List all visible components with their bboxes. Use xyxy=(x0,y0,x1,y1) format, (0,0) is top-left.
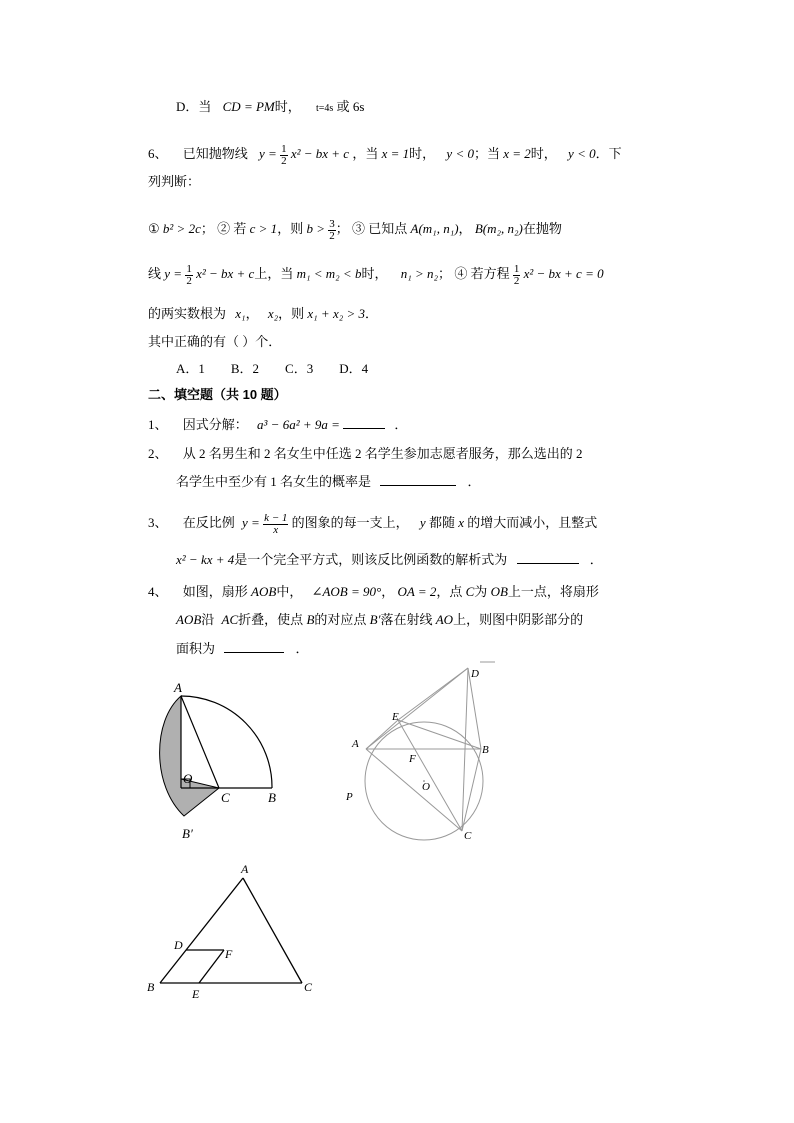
fill-q3-line1: 3、 在反比例 y = $\frac{k - 1}{x}$ 的图象的每一支上， y 都随 x 的增大而减小，且整式 xyxy=(148,511,598,536)
label-d: D xyxy=(471,668,479,680)
q5-option-d: D．当 CD = PM时， t=4s 或 6s xyxy=(176,99,365,114)
label-d: D xyxy=(174,938,183,952)
label-b: B xyxy=(268,790,276,805)
side-ab xyxy=(160,878,243,983)
fill-q3-line2: x² − kx + 4是一个完全平方式，则该反比例函数的解析式为 ． xyxy=(176,552,603,567)
label-b-prime: B′ xyxy=(182,826,193,841)
shaded-region xyxy=(160,696,219,816)
answer-blank xyxy=(380,475,456,486)
fill-q4-line2: AOB沿 AC折叠，使点 B的对应点 B′落在射线 AO上，则图中阴影部分的 xyxy=(176,612,584,627)
segment-fe xyxy=(199,950,224,983)
label-f: F xyxy=(409,753,416,765)
label-a: A xyxy=(352,738,359,750)
answer-blank xyxy=(517,553,579,564)
label-c: C xyxy=(221,790,230,805)
label-c: C xyxy=(304,980,313,994)
fill-q4-line3: 面积为 ． xyxy=(176,641,309,656)
label-e: E xyxy=(192,987,200,1001)
fill-q4-line1: 4、 如图，扇形 AOB中， ∠AOB = 90°， OA = 2，点 C为 OB上一点，将扇形 xyxy=(148,584,599,599)
fill-q2-line1: 2、 从 2 名男生和 2 名女生中任选 2 名学生参加志愿者服务，那么选出的 2 xyxy=(148,446,583,461)
label-o: O xyxy=(422,781,430,793)
q6-line5: 的两实数根为 x₁， x₂，则 x₁ + x₂ > 3． xyxy=(148,306,379,321)
label-p: P xyxy=(346,791,353,803)
side-ac xyxy=(243,878,302,983)
label-e: E xyxy=(392,711,399,723)
figure-sector xyxy=(150,676,300,846)
fill-q1: 1、 因式分解： a³ − 6a² + 9a = ． xyxy=(148,417,408,432)
label-f: F xyxy=(225,947,233,961)
q6-options: A．1 B．2 C．3 D．4 xyxy=(176,361,369,376)
label-a: A xyxy=(241,862,249,876)
q6-question: 其中正确的有（ ）个． xyxy=(148,334,282,349)
q6-line1: 6、 已知抛物线 y = $\frac{1}{2}$ x² − bx + c ，当 x = 1时， y < 0；当 x = 2时， y < 0．下 xyxy=(148,142,622,167)
figure-triangle xyxy=(140,860,330,1005)
label-a: A xyxy=(174,680,182,695)
sector-arc xyxy=(181,696,272,788)
q6-line3: ① b² > 2c； ② 若 c > 1，则 b > $\frac{3}{2}$ ； ③ 已知点 A(m₁, n₁)， B(m₂, n₂)在抛物 xyxy=(148,217,562,242)
label-o: O xyxy=(183,771,193,786)
fill-q2-line2: 名学生中至少有 1 名女生的概率是 ． xyxy=(176,474,481,489)
label-b: B xyxy=(482,744,489,756)
answer-blank xyxy=(343,418,385,429)
figure-circle xyxy=(340,660,510,845)
q6-line4: 线 y = $\frac{1}{2}$ x² − bx + c上，当 m₁ < m₂ < b时， n₁ > n₂； ④ 若方程 $\frac{1}{2}$ x² − bx + c = 0 xyxy=(148,262,604,287)
fraction: $\frac{1}{2}$ xyxy=(281,142,287,167)
answer-blank xyxy=(224,642,284,653)
q6-line2: 列判断： xyxy=(148,174,201,189)
label-c: C xyxy=(464,830,472,842)
section-title: 二、填空题（共 10 题） xyxy=(148,387,287,402)
label-b: B xyxy=(147,980,155,994)
